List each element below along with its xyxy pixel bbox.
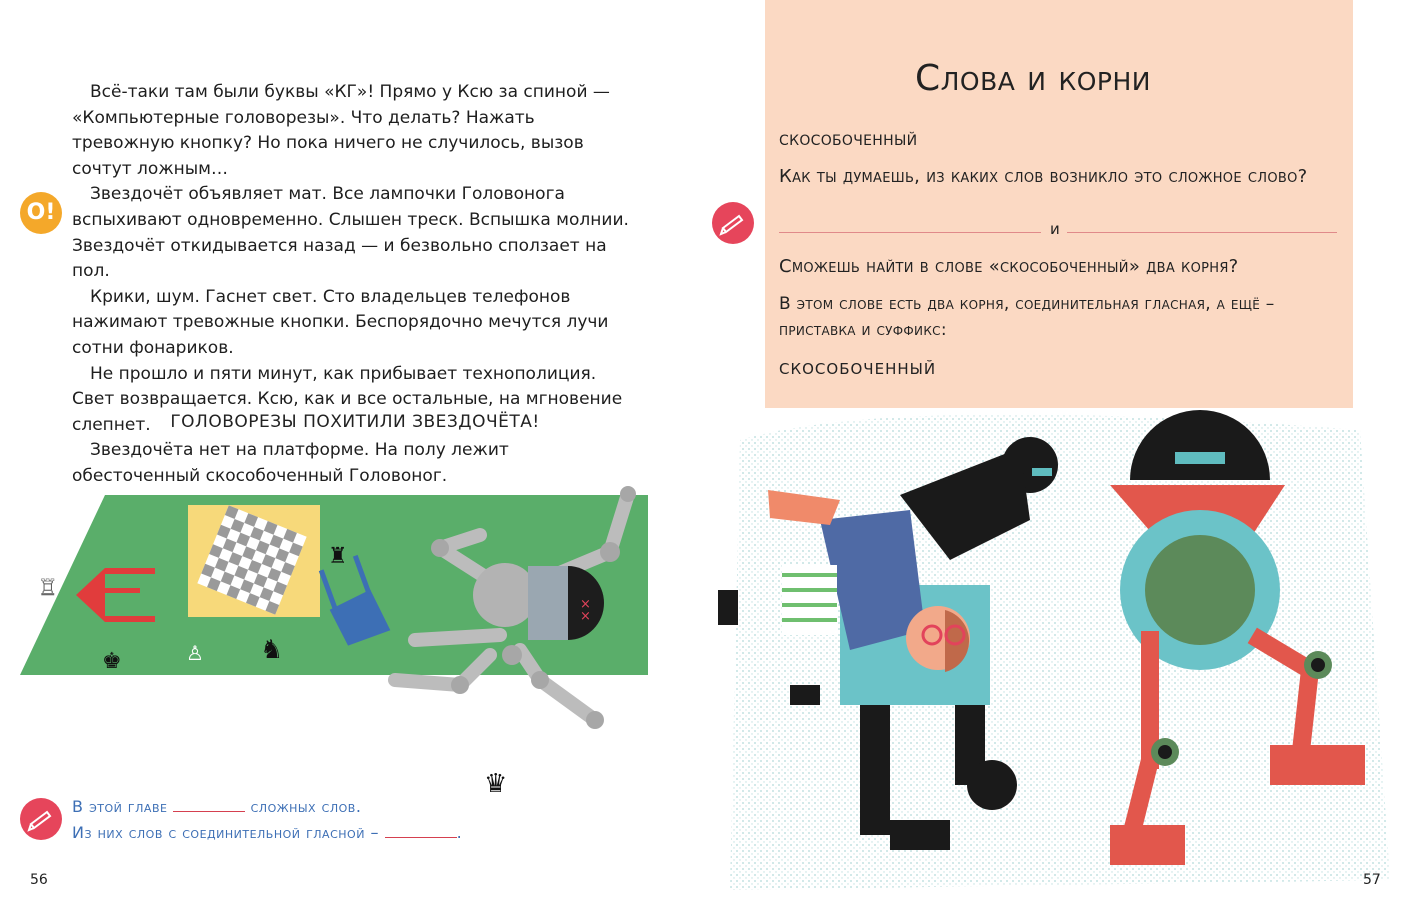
task-line-2 [72,823,462,842]
explanation-line-1: В этом слове есть два корня, соединительная гласная, а ещё – [779,294,1275,314]
paragraph-3: Крики, шум. Гаснет свет. Сто владельцев телефонов нажимают тревожные кнопки. Беспорядочно мечутся лучи сотни фонариков. [72,286,609,358]
chapter-headline: ГОЛОВОРЕЗЫ ПОХИТИЛИ ЗВЕЗДОЧЁТА! [170,412,540,432]
explanation-line-2: приставка и суффикс: [779,320,947,340]
task-text-end: сложных слов. [250,797,362,816]
task-line-1 [72,797,361,816]
task-period: . [456,823,463,842]
word-analysis: скособоченный [779,355,937,379]
svg-text:×: × [580,609,591,624]
page-number-right: 57 [1363,872,1381,888]
white-rook-icon: ♖ [38,576,58,601]
rook-piece-icon: ♜ [328,544,348,569]
and-word: и [1050,220,1060,238]
exercise-word: скособоченный [779,126,918,150]
pen-badge-right [712,202,754,244]
answer-line-1[interactable] [779,232,1041,233]
knight-piece-icon: ♞ [260,635,284,665]
task-text-start: В этой главе [72,797,168,816]
robot-body [473,563,537,627]
paragraph-5: Звездочёта нет на платформе. На полу лежит обесточенный скособоченный Головоног. [72,440,509,486]
pencil-icon [712,202,754,244]
pencil-icon [20,798,62,840]
answer-blank-2[interactable] [385,823,457,838]
exclamation-badge: О! [20,192,62,234]
exercise-panel [765,0,1353,408]
question-2: Сможешь найти в слове «скособоченный» два корня? [779,256,1239,277]
pawn-piece-icon: ♙ [186,641,204,665]
fallen-robot-illustration [20,480,660,800]
answer-blank-1[interactable] [173,797,245,812]
paragraph-1: Всё-таки там были буквы «КГ»! Прямо у Ксю за спиной — «Компьютерные головорезы». Что делать? Нажать тревожную кнопку? Но пока ничего не случилось, вызов сочтут ложным… [72,82,610,179]
exercise-title: Слова и корни [915,58,1151,99]
paragraph-2: Звездочёт объявляет мат. Все лампочки Головонога вспыхивают одновременно. Слышен треск. Вспышка молнии. Звездочёт откидывается назад — и безвольно сползает на пол. [72,184,629,282]
robot-head [528,566,604,640]
answer-line-2[interactable] [1067,232,1337,233]
queen-piece-icon: ♛ [484,769,508,799]
task-text-2: Из них слов с соединительной гласной – [72,823,380,842]
page-number-left: 56 [30,872,48,888]
paragraph-4: Не прошло и пяти минут, как прибывает технополиция. Свет возвращается. Ксю, как и все остальные, на мгновение слепнет. [72,363,623,435]
pen-badge-left [20,798,62,840]
svg-text:×: × [580,597,591,612]
question-1: Как ты думаешь, из каких слов возникло это сложное слово? [779,166,1308,187]
king-piece-icon: ♚ [102,649,122,674]
left-page [0,0,700,917]
robots-illustration [700,400,1400,900]
